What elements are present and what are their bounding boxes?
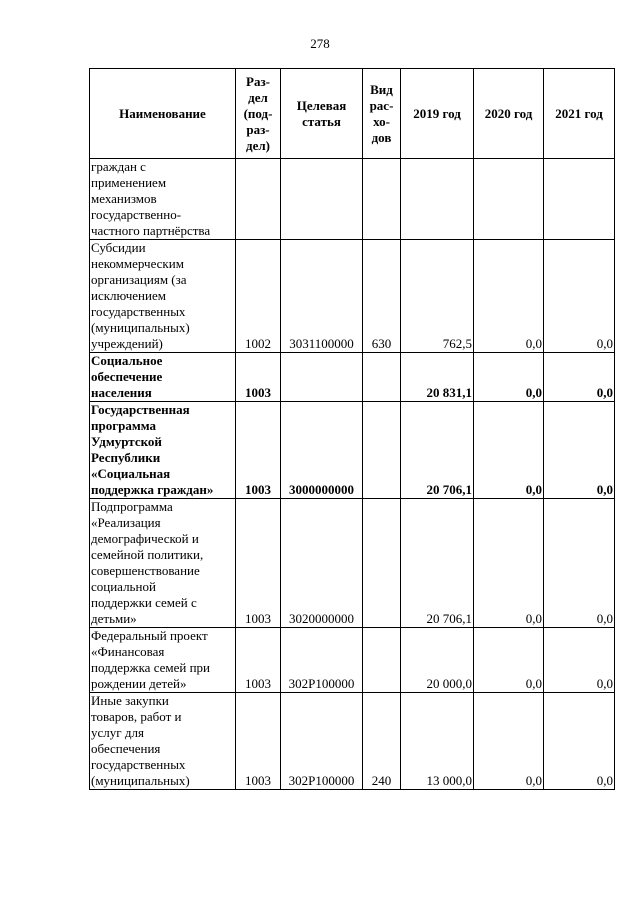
row-amount-2021 xyxy=(544,159,615,240)
row-name: Государственная программа Удмуртской Республики «Социальная поддержка граждан» xyxy=(90,402,236,499)
row-name: Социальное обеспечение населения xyxy=(90,353,236,402)
row-section-code: 1003 xyxy=(236,693,281,790)
row-amount-2020: 0,0 xyxy=(474,240,544,353)
row-section-code: 1003 xyxy=(236,499,281,628)
row-expense-type xyxy=(363,353,401,402)
row-name: Субсидии некоммерческим организациям (за исключением государственных (муниципальных) учреждений) xyxy=(90,240,236,353)
row-amount-2020: 0,0 xyxy=(474,499,544,628)
row-amount-2019 xyxy=(401,159,474,240)
page-number: 278 xyxy=(310,36,330,51)
row-target-article: 3000000000 xyxy=(281,402,363,499)
row-amount-2021: 0,0 xyxy=(544,402,615,499)
table-row xyxy=(90,499,615,628)
row-amount-2019: 20 000,0 xyxy=(401,628,474,693)
row-amount-2020: 0,0 xyxy=(474,628,544,693)
row-amount-2019: 20 831,1 xyxy=(401,353,474,402)
table-row xyxy=(90,693,615,790)
row-section-code: 1002 xyxy=(236,240,281,353)
header-row xyxy=(90,69,615,159)
row-amount-2020: 0,0 xyxy=(474,402,544,499)
row-name: Подпрограмма «Реализация демографической и семейной политики, совершенствование социальной поддержки семей с детьми» xyxy=(90,499,236,628)
row-name: Иные закупки товаров, работ и услуг для обеспечения государственных (муниципальных) xyxy=(90,693,236,790)
row-amount-2021: 0,0 xyxy=(544,693,615,790)
row-amount-2019: 13 000,0 xyxy=(401,693,474,790)
header-year-2019: 2019 год xyxy=(401,69,474,159)
table-row xyxy=(90,240,615,353)
row-amount-2020: 0,0 xyxy=(474,693,544,790)
table-row xyxy=(90,159,615,240)
row-section-code: 1003 xyxy=(236,402,281,499)
row-section-code: 1003 xyxy=(236,353,281,402)
header-expense-type: Вид рас- хо- дов xyxy=(363,69,401,159)
row-amount-2019: 20 706,1 xyxy=(401,402,474,499)
budget-table xyxy=(89,68,615,790)
row-target-article: 3020000000 xyxy=(281,499,363,628)
table-row xyxy=(90,628,615,693)
row-amount-2020 xyxy=(474,159,544,240)
row-name: граждан с применением механизмов государственно- частного партнёрства xyxy=(90,159,236,240)
table-row xyxy=(90,353,615,402)
row-target-article: 302P100000 xyxy=(281,693,363,790)
row-amount-2021: 0,0 xyxy=(544,353,615,402)
row-expense-type xyxy=(363,159,401,240)
header-year-2021: 2021 год xyxy=(544,69,615,159)
row-expense-type: 630 xyxy=(363,240,401,353)
row-amount-2021: 0,0 xyxy=(544,499,615,628)
table-body xyxy=(90,159,615,790)
row-expense-type xyxy=(363,499,401,628)
table-row xyxy=(90,402,615,499)
row-name: Федеральный проект «Финансовая поддержка семей при рождении детей» xyxy=(90,628,236,693)
row-section-code xyxy=(236,159,281,240)
header-year-2020: 2020 год xyxy=(474,69,544,159)
header-name: Наименование xyxy=(90,69,236,159)
row-expense-type: 240 xyxy=(363,693,401,790)
row-amount-2021: 0,0 xyxy=(544,628,615,693)
row-target-article: 3031100000 xyxy=(281,240,363,353)
row-target-article xyxy=(281,353,363,402)
header-article: Целевая статья xyxy=(281,69,363,159)
row-amount-2019: 762,5 xyxy=(401,240,474,353)
row-expense-type xyxy=(363,402,401,499)
header-section: Раз- дел (под- раз- дел) xyxy=(236,69,281,159)
row-section-code: 1003 xyxy=(236,628,281,693)
row-target-article xyxy=(281,159,363,240)
row-target-article: 302P100000 xyxy=(281,628,363,693)
row-amount-2020: 0,0 xyxy=(474,353,544,402)
row-expense-type xyxy=(363,628,401,693)
row-amount-2021: 0,0 xyxy=(544,240,615,353)
row-amount-2019: 20 706,1 xyxy=(401,499,474,628)
